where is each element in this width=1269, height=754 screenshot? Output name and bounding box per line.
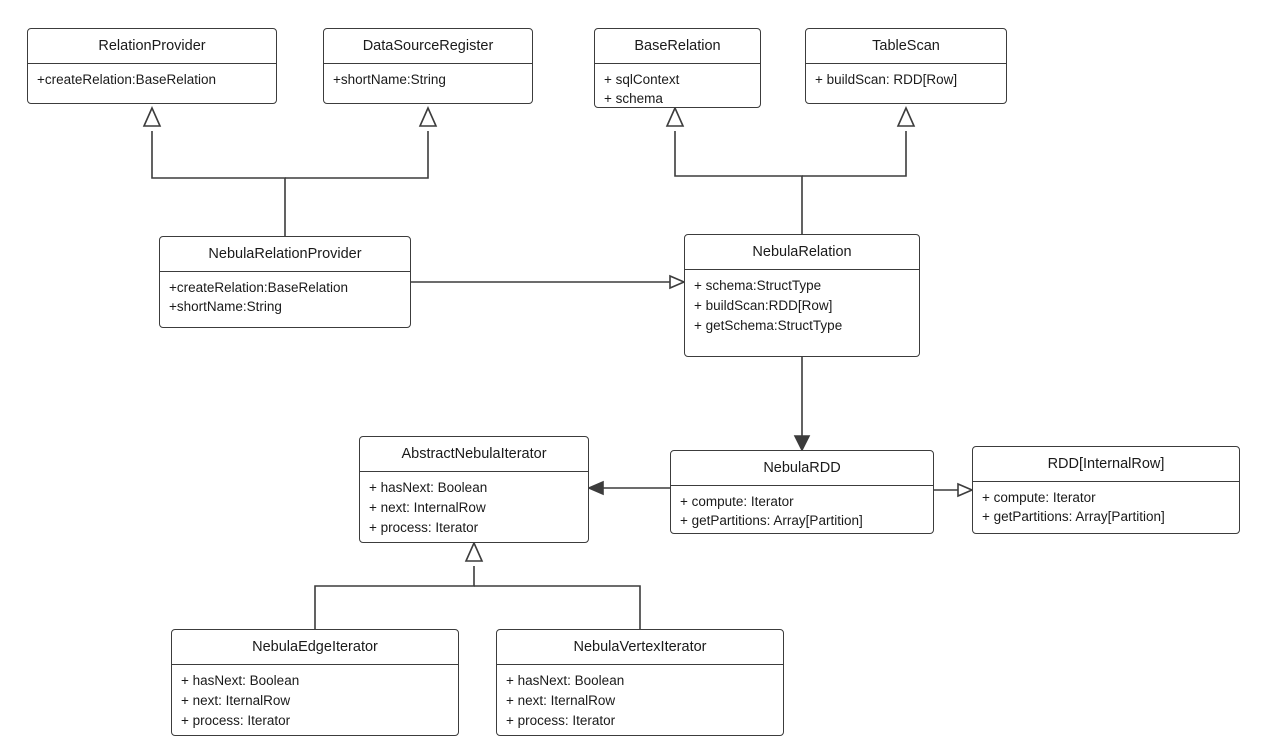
- edge-nebularelationprovider-to-nebularelation: [411, 276, 684, 288]
- class-member: + next: IternalRow: [506, 693, 616, 708]
- class-title: NebulaRelation: [685, 235, 919, 270]
- edge-nebularelation-to-baserelation: [667, 108, 802, 234]
- class-members: [671, 486, 933, 534]
- edge-nebularelation-to-tablescan: [802, 108, 914, 176]
- class-title: TableScan: [806, 29, 1006, 64]
- class-member: + hasNext: Boolean: [369, 480, 488, 495]
- class-members: [497, 665, 783, 736]
- class-box-nebula-relation[interactable]: [684, 234, 920, 357]
- class-box-table-scan[interactable]: [805, 28, 1007, 104]
- class-member: + schema: [604, 91, 663, 106]
- class-member: + sqlContext: [604, 72, 680, 87]
- class-box-nebula-edge-iterator[interactable]: [171, 629, 459, 736]
- class-member: + hasNext: Boolean: [506, 673, 625, 688]
- class-box-data-source-register[interactable]: [323, 28, 533, 104]
- class-box-nebula-vertex-iterator[interactable]: [496, 629, 784, 736]
- edge-nebulardd-to-abstractnebulaiterator: [589, 482, 670, 494]
- class-title: RelationProvider: [28, 29, 276, 64]
- class-box-base-relation[interactable]: [594, 28, 761, 108]
- class-member: + buildScan: RDD[Row]: [815, 72, 958, 87]
- class-members: [360, 472, 588, 543]
- class-title: BaseRelation: [595, 29, 760, 64]
- class-member: + hasNext: Boolean: [181, 673, 300, 688]
- class-member: + next: InternalRow: [369, 500, 486, 515]
- class-members: [595, 64, 760, 108]
- class-member: +createRelation:BaseRelation: [169, 280, 348, 295]
- class-member: +createRelation:BaseRelation: [37, 72, 216, 87]
- class-member: + process: Iterator: [181, 713, 291, 728]
- class-member: + compute: Iterator: [982, 490, 1096, 505]
- class-title: NebulaRelationProvider: [160, 237, 410, 272]
- class-member: +shortName:String: [333, 72, 446, 87]
- edge-nebulavertexiterator-to-abstractnebulaiterator: [474, 586, 640, 629]
- class-members: [685, 270, 919, 343]
- class-box-nebula-rdd[interactable]: [670, 450, 934, 534]
- class-member: + schema:StructType: [694, 278, 822, 293]
- class-box-rdd-internal-row[interactable]: [972, 446, 1240, 534]
- class-member: + process: Iterator: [506, 713, 616, 728]
- class-members: [160, 272, 410, 323]
- class-box-nebula-relation-provider[interactable]: [159, 236, 411, 328]
- class-member: + compute: Iterator: [680, 494, 794, 509]
- class-members: [806, 64, 1006, 97]
- class-title: NebulaEdgeIterator: [172, 630, 458, 665]
- edge-nebularelationprovider-to-relationprovider: [144, 108, 285, 236]
- class-member: + process: Iterator: [369, 520, 479, 535]
- class-title: RDD[InternalRow]: [973, 447, 1239, 482]
- class-members: [28, 64, 276, 97]
- class-title: NebulaVertexIterator: [497, 630, 783, 665]
- class-member: + getPartitions: Array[Partition]: [982, 509, 1165, 524]
- class-members: [172, 665, 458, 736]
- class-members: [324, 64, 532, 97]
- class-member: + getSchema:StructType: [694, 318, 843, 333]
- edge-nebularelation-to-nebulardd: [795, 357, 809, 450]
- edge-nebularelationprovider-to-datasourceregister: [285, 108, 436, 178]
- class-title: AbstractNebulaIterator: [360, 437, 588, 472]
- class-member: + getPartitions: Array[Partition]: [680, 513, 863, 528]
- edge-nebulardd-to-rddinternalrow: [934, 484, 972, 496]
- class-members: [973, 482, 1239, 533]
- class-box-abstract-nebula-iterator[interactable]: [359, 436, 589, 543]
- class-member: + next: IternalRow: [181, 693, 291, 708]
- class-box-relation-provider[interactable]: [27, 28, 277, 104]
- class-title: NebulaRDD: [671, 451, 933, 486]
- class-member: +shortName:String: [169, 299, 282, 314]
- edge-nebulaedgeiterator-to-abstractnebulaiterator: [315, 543, 482, 629]
- class-member: + buildScan:RDD[Row]: [694, 298, 833, 313]
- class-title: DataSourceRegister: [324, 29, 532, 64]
